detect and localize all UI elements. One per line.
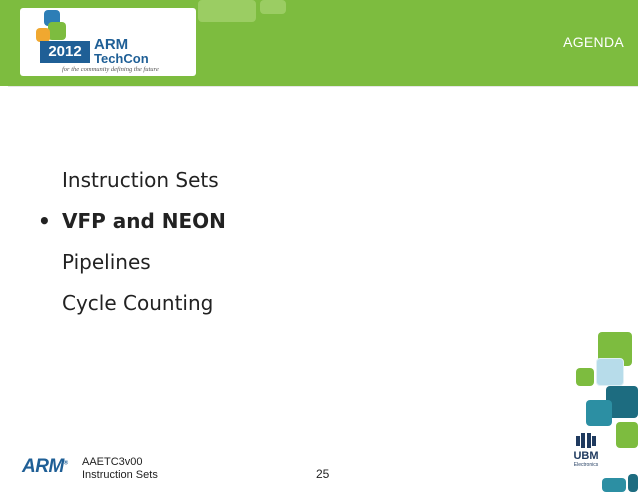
ubm-logo-subtext: Electronics <box>573 462 599 468</box>
agenda-item-vfp-neon <box>38 207 226 248</box>
logo-square <box>36 28 50 42</box>
course-title: Instruction Sets <box>82 469 158 481</box>
deco-square <box>628 474 638 492</box>
logo-square <box>48 22 66 40</box>
deco-square <box>586 400 612 426</box>
deco-square <box>616 422 638 448</box>
header-deco-square <box>260 0 286 14</box>
agenda-item-label: Pipelines <box>62 250 151 274</box>
bullet-marker: • <box>38 209 51 233</box>
deco-square <box>576 368 594 386</box>
ubm-logo-text: UBM <box>573 450 599 462</box>
course-code: AAETC3v00 <box>82 456 143 468</box>
agenda-item-label: Instruction Sets <box>62 168 219 192</box>
logo-year: 2012 <box>40 41 90 63</box>
arm-logo: ARM® <box>22 456 68 477</box>
ubm-logo <box>566 432 606 468</box>
agenda-item-label: VFP and NEON <box>62 209 226 233</box>
agenda-item-instruction-sets <box>38 166 226 207</box>
agenda-list <box>38 166 226 330</box>
logo-tagline: for the community defining the future <box>62 66 159 73</box>
logo-brand: ARM <box>94 36 129 53</box>
deco-square <box>596 358 624 386</box>
logo-event: TechCon <box>94 51 149 66</box>
arm-logo-text: ARM <box>22 456 64 477</box>
footer-course-info <box>82 456 158 482</box>
agenda-item-pipelines <box>38 248 226 289</box>
deco-square <box>602 478 626 492</box>
page-number: 25 <box>316 467 330 481</box>
ubm-mark-icon <box>575 432 597 450</box>
section-title: AGENDA <box>563 34 624 50</box>
header-deco-square <box>198 0 256 22</box>
agenda-item-cycle-counting <box>38 289 226 330</box>
agenda-item-label: Cycle Counting <box>62 291 214 315</box>
